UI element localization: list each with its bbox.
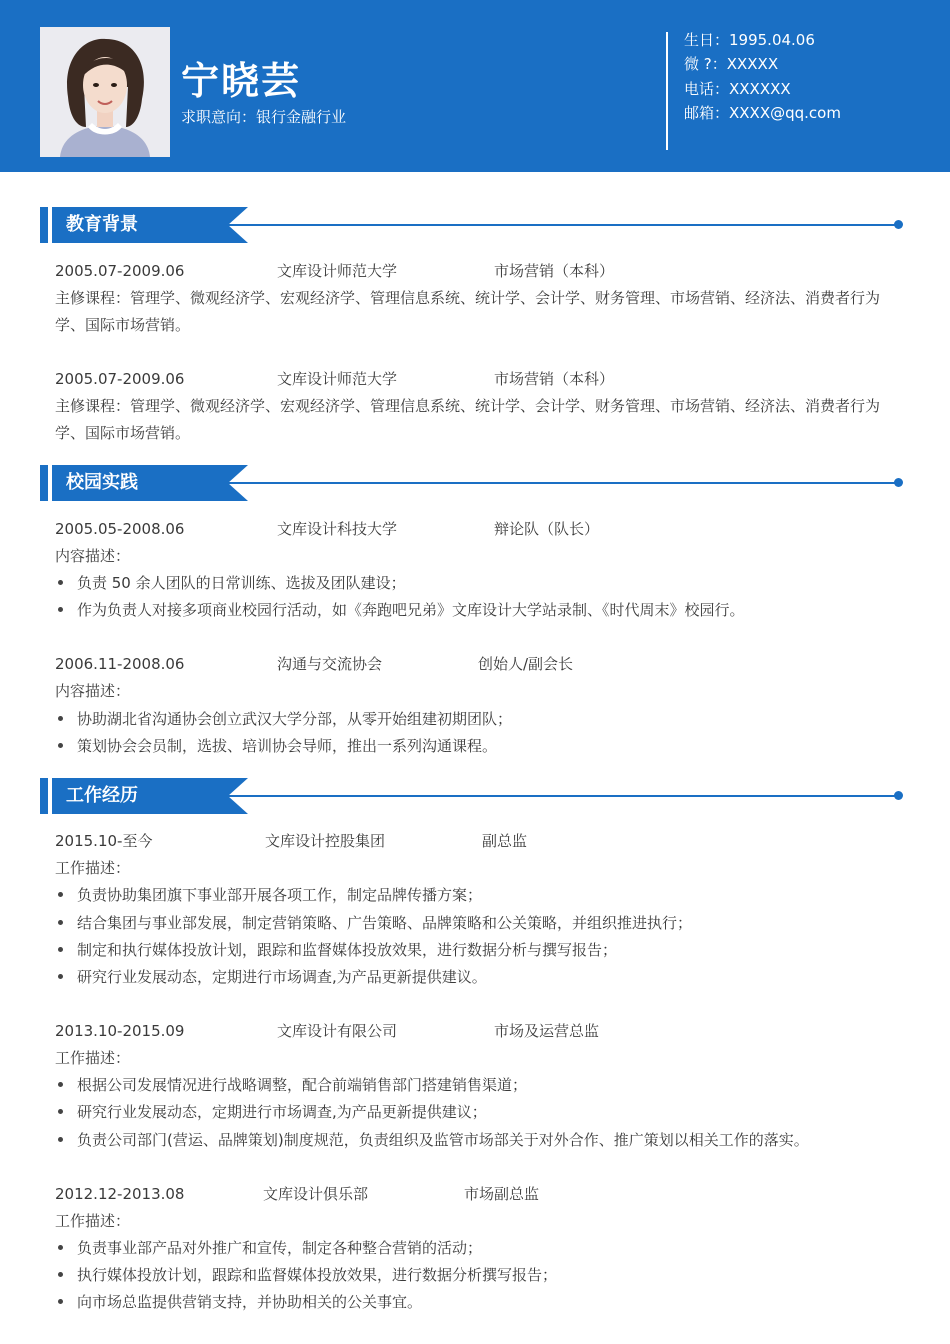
list-item bbox=[55, 709, 512, 729]
section-rule bbox=[222, 482, 898, 484]
work-2-date: 2013.10-2015.09 bbox=[55, 1022, 185, 1040]
list-item bbox=[55, 940, 617, 960]
list-item-text: 负责事业部产品对外推广和宣传，制定各种整合营销的活动； bbox=[77, 1239, 483, 1257]
bullet-dot bbox=[58, 920, 63, 925]
section-rule-dot bbox=[894, 478, 903, 487]
list-item-text: 结合集团与事业部发展，制定营销策略、广告策略、品牌策略和公关策略，并组织推进执行； bbox=[77, 914, 693, 932]
candidate-name: 宁晓芸 bbox=[181, 59, 302, 103]
work-1-date: 2015.10-至今 bbox=[55, 832, 153, 850]
list-item bbox=[55, 1265, 557, 1285]
edu-1-courses: 主修课程：管理学、微观经济学、宏观经济学、管理信息系统、统计学、会计学、财务管理、市场营销、经济法、消费者行为学、国际市场营销。 bbox=[55, 289, 881, 334]
section-accent-bar bbox=[40, 465, 48, 501]
work-3-role: 市场副总监 bbox=[464, 1185, 540, 1203]
section-header-work bbox=[40, 778, 904, 814]
section-title: 教育背景 bbox=[66, 214, 138, 235]
list-item bbox=[55, 1292, 422, 1312]
section-accent-bar bbox=[40, 207, 48, 243]
list-item bbox=[55, 913, 692, 933]
list-item bbox=[55, 736, 497, 756]
campus-2-date: 2006.11-2008.06 bbox=[55, 655, 185, 673]
edu-2-courses: 主修课程：管理学、微观经济学、宏观经济学、管理信息系统、统计学、会计学、财务管理、市场营销、经济法、消费者行为学、国际市场营销。 bbox=[55, 397, 881, 442]
campus-1-date: 2005.05-2008.06 bbox=[55, 520, 185, 538]
edu-2-date: 2005.07-2009.06 bbox=[55, 370, 185, 388]
bullet-dot bbox=[58, 1082, 63, 1087]
campus-1-org: 文库设计科技大学 bbox=[277, 520, 398, 538]
work-1-desc-label: 工作描述： bbox=[55, 859, 131, 877]
campus-2-desc-label: 内容描述： bbox=[55, 682, 131, 700]
list-item-text: 协助湖北省沟通协会创立武汉大学分部，从零开始组建初期团队； bbox=[77, 710, 513, 728]
work-1-role: 副总监 bbox=[482, 832, 528, 850]
bullet-dot bbox=[58, 1245, 63, 1250]
section-header-campus bbox=[40, 465, 904, 501]
work-3-org: 文库设计俱乐部 bbox=[263, 1185, 369, 1203]
list-item-text: 研究行业发展动态，定期进行市场调查,为产品更新提供建议； bbox=[77, 1103, 487, 1121]
list-item-text: 负责 50 余人团队的日常训练、选拔及团队建设； bbox=[77, 574, 406, 592]
bullet-dot bbox=[58, 974, 63, 979]
edu-1-major: 市场营销（本科） bbox=[494, 262, 615, 280]
bullet-dot bbox=[58, 947, 63, 952]
work-3-date: 2012.12-2013.08 bbox=[55, 1185, 185, 1203]
contact-wechat: 微 ?：XXXXX bbox=[684, 55, 779, 73]
work-2-org: 文库设计有限公司 bbox=[277, 1022, 398, 1040]
work-1-org: 文库设计控股集团 bbox=[265, 832, 386, 850]
bullet-dot bbox=[58, 580, 63, 585]
list-item-text: 根据公司发展情况进行战略调整，配合前端销售部门搭建销售渠道； bbox=[77, 1076, 528, 1094]
bullet-dot bbox=[58, 1109, 63, 1114]
campus-2-org: 沟通与交流协会 bbox=[277, 655, 383, 673]
bullet-dot bbox=[58, 892, 63, 897]
list-item-text: 负责协助集团旗下事业部开展各项工作，制定品牌传播方案； bbox=[77, 886, 483, 904]
bullet-dot bbox=[58, 716, 63, 721]
profile-photo bbox=[40, 27, 170, 157]
section-rule bbox=[222, 795, 898, 797]
list-item bbox=[55, 1075, 527, 1095]
portrait-image bbox=[40, 27, 170, 157]
section-title: 校园实践 bbox=[66, 472, 138, 493]
list-item-text: 策划协会会员制，选拔、培训协会导师，推出一系列沟通课程。 bbox=[77, 737, 498, 755]
work-3-desc-label: 工作描述： bbox=[55, 1212, 131, 1230]
campus-1-desc-label: 内容描述： bbox=[55, 547, 131, 565]
job-intent: 求职意向：银行金融行业 bbox=[181, 108, 347, 126]
section-rule-dot bbox=[894, 220, 903, 229]
bullet-dot bbox=[58, 743, 63, 748]
bullet-dot bbox=[58, 607, 63, 612]
list-item bbox=[55, 1130, 809, 1150]
bullet-dot bbox=[58, 1137, 63, 1142]
section-title: 工作经历 bbox=[66, 785, 138, 806]
work-2-desc-label: 工作描述： bbox=[55, 1049, 131, 1067]
header-banner bbox=[0, 0, 950, 172]
list-item bbox=[55, 967, 487, 987]
list-item bbox=[55, 1102, 487, 1122]
contact-phone: 电话：XXXXXX bbox=[684, 80, 791, 98]
edu-2-major: 市场营销（本科） bbox=[494, 370, 615, 388]
section-header-education bbox=[40, 207, 904, 243]
list-item bbox=[55, 885, 482, 905]
section-accent-bar bbox=[40, 778, 48, 814]
list-item-text: 制定和执行媒体投放计划，跟踪和监督媒体投放效果，进行数据分析与撰写报告； bbox=[77, 941, 618, 959]
list-item bbox=[55, 1238, 482, 1258]
list-item-text: 作为负责人对接多项商业校园行活动，如《奔跑吧兄弟》文库设计大学站录制、《时代周末》校园行。 bbox=[77, 601, 745, 619]
campus-1-role: 辩论队（队长） bbox=[494, 520, 600, 538]
edu-2-school: 文库设计师范大学 bbox=[277, 370, 398, 388]
list-item bbox=[55, 600, 745, 620]
section-rule-dot bbox=[894, 791, 903, 800]
header-divider bbox=[666, 32, 668, 150]
list-item bbox=[55, 573, 406, 593]
list-item-text: 执行媒体投放计划，跟踪和监督媒体投放效果，进行数据分析撰写报告； bbox=[77, 1266, 558, 1284]
list-item-text: 负责公司部门(营运、品牌策划)制度规范，负责组织及监管市场部关于对外合作、推广策划以相关工作的落实。 bbox=[77, 1131, 809, 1149]
campus-2-role: 创始人/副会长 bbox=[478, 655, 574, 673]
edu-1-school: 文库设计师范大学 bbox=[277, 262, 398, 280]
work-2-role: 市场及运营总监 bbox=[494, 1022, 600, 1040]
section-rule bbox=[222, 224, 898, 226]
bullet-dot bbox=[58, 1272, 63, 1277]
contact-birthday: 生日：1995.04.06 bbox=[684, 31, 815, 49]
bullet-dot bbox=[58, 1299, 63, 1304]
list-item-text: 向市场总监提供营销支持，并协助相关的公关事宜。 bbox=[77, 1293, 423, 1311]
contact-email: 邮箱：XXXX@qq.com bbox=[684, 104, 841, 122]
list-item-text: 研究行业发展动态，定期进行市场调查,为产品更新提供建议。 bbox=[77, 968, 487, 986]
edu-1-date: 2005.07-2009.06 bbox=[55, 262, 185, 280]
